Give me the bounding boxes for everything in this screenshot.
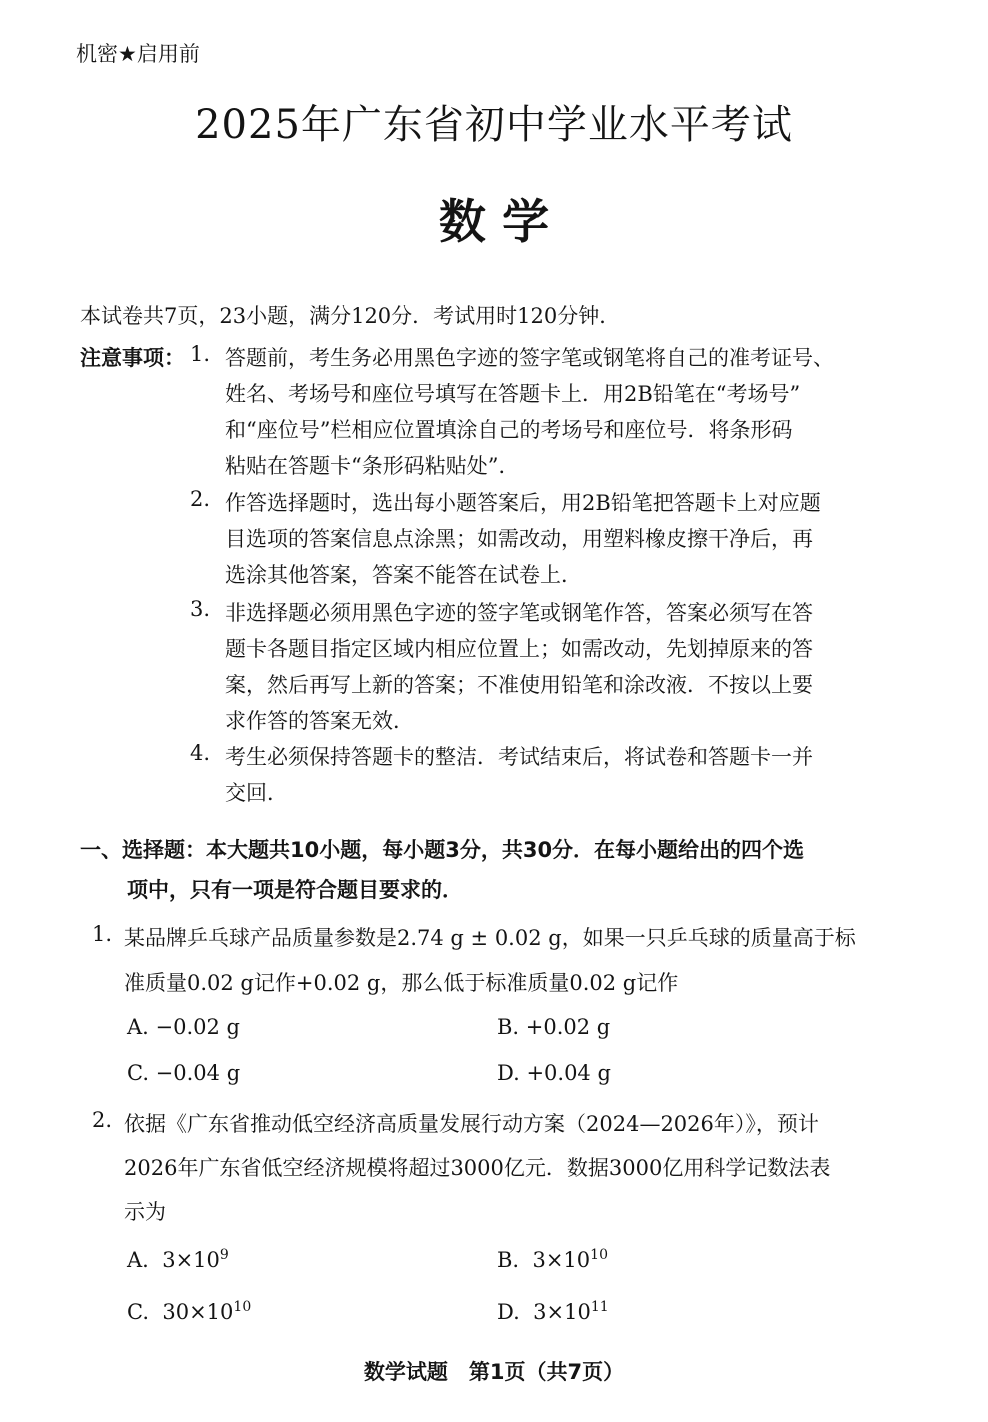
question-stem: 2026年广东省低空经济规模将超过3000亿元．数据3000亿用科学记数法表 bbox=[124, 1156, 831, 1180]
notice-line: 交回． bbox=[225, 781, 288, 805]
option-b: B. +0.02 g bbox=[497, 1015, 611, 1039]
notice-line: 非选择题必须用黑色字迹的签字笔或钢笔作答，答案必须写在答 bbox=[225, 601, 813, 625]
notice-line: 求作答的答案无效． bbox=[225, 709, 414, 733]
notice-line: 作答选择题时，选出每小题答案后，用2B铅笔把答题卡上对应题 bbox=[225, 491, 821, 515]
option-d bbox=[497, 1299, 609, 1324]
section-heading-continued: 项中，只有一项是符合题目要求的． bbox=[127, 878, 463, 902]
option-base: 3×10 bbox=[533, 1300, 591, 1324]
option-d: D. +0.04 g bbox=[497, 1061, 611, 1085]
exam-title: 2025年广东省初中学业水平考试 bbox=[195, 102, 793, 148]
option-b bbox=[497, 1247, 608, 1272]
question-number: 2. bbox=[92, 1108, 113, 1132]
notice-item-number: 4. bbox=[190, 741, 211, 765]
section-heading: 一、选择题：本大题共10小题，每小题3分，共30分．在每小题给出的四个选 bbox=[80, 838, 805, 862]
notice-line: 案，然后再写上新的答案；不准使用铅笔和涂改液．不按以上要 bbox=[225, 673, 813, 697]
question-stem: 某品牌乒乓球产品质量参数是2.74 g ± 0.02 g，如果一只乒乓球的质量高于标 bbox=[124, 926, 856, 950]
subject-title: 数 学 bbox=[438, 195, 550, 250]
option-base: 3×10 bbox=[162, 1248, 220, 1272]
option-exponent: 10 bbox=[233, 1299, 252, 1315]
page-footer: 数学试题 第1页（共7页） bbox=[363, 1360, 625, 1384]
notice-label: 注意事项： bbox=[80, 346, 185, 370]
option-base: 30×10 bbox=[162, 1300, 234, 1324]
option-base: 3×10 bbox=[532, 1248, 591, 1272]
option-c: C. −0.04 g bbox=[127, 1061, 241, 1085]
confidential-mark: 机密★启用前 bbox=[76, 42, 200, 66]
notice-item-number: 3. bbox=[190, 597, 211, 621]
option-label: C. bbox=[127, 1300, 149, 1324]
option-label: D. bbox=[497, 1300, 520, 1324]
notice-line: 粘贴在答题卡“条形码粘贴处”． bbox=[225, 454, 520, 478]
question-number: 1. bbox=[92, 922, 113, 946]
option-label: A. bbox=[127, 1248, 149, 1272]
notice-line: 题卡各题目指定区域内相应位置上；如需改动，先划掉原来的答 bbox=[225, 637, 813, 661]
option-exponent: 10 bbox=[590, 1247, 608, 1263]
notice-line: 答题前，考生务必用黑色字迹的签字笔或钢笔将自己的准考证号、 bbox=[225, 346, 834, 370]
option-label: B. bbox=[497, 1248, 520, 1272]
option-a bbox=[127, 1247, 229, 1272]
notice-line: 姓名、考场号和座位号填写在答题卡上．用2B铅笔在“考场号” bbox=[225, 382, 801, 406]
notice-line: 选涂其他答案，答案不能答在试卷上． bbox=[225, 563, 582, 587]
notice-line: 和“座位号”栏相应位置填涂自己的考场号和座位号．将条形码 bbox=[225, 418, 793, 442]
notice-item-number: 2. bbox=[190, 487, 211, 511]
option-a: A. −0.02 g bbox=[127, 1015, 240, 1039]
question-stem: 准质量0.02 g记作+0.02 g，那么低于标准质量0.02 g记作 bbox=[124, 971, 679, 995]
notice-line: 目选项的答案信息点涂黑；如需改动，用塑料橡皮擦干净后，再 bbox=[225, 527, 813, 551]
option-c bbox=[127, 1299, 251, 1324]
exam-intro: 本试卷共7页，23小题，满分120分．考试用时120分钟． bbox=[80, 304, 621, 328]
option-exponent: 9 bbox=[219, 1247, 229, 1263]
option-exponent: 11 bbox=[590, 1299, 609, 1315]
question-stem: 示为 bbox=[124, 1200, 166, 1224]
question-stem: 依据《广东省推动低空经济高质量发展行动方案（2024—2026年）》，预计 bbox=[124, 1112, 819, 1136]
notice-item-number: 1. bbox=[190, 342, 211, 366]
notice-line: 考生必须保持答题卡的整洁．考试结束后，将试卷和答题卡一并 bbox=[225, 745, 813, 769]
